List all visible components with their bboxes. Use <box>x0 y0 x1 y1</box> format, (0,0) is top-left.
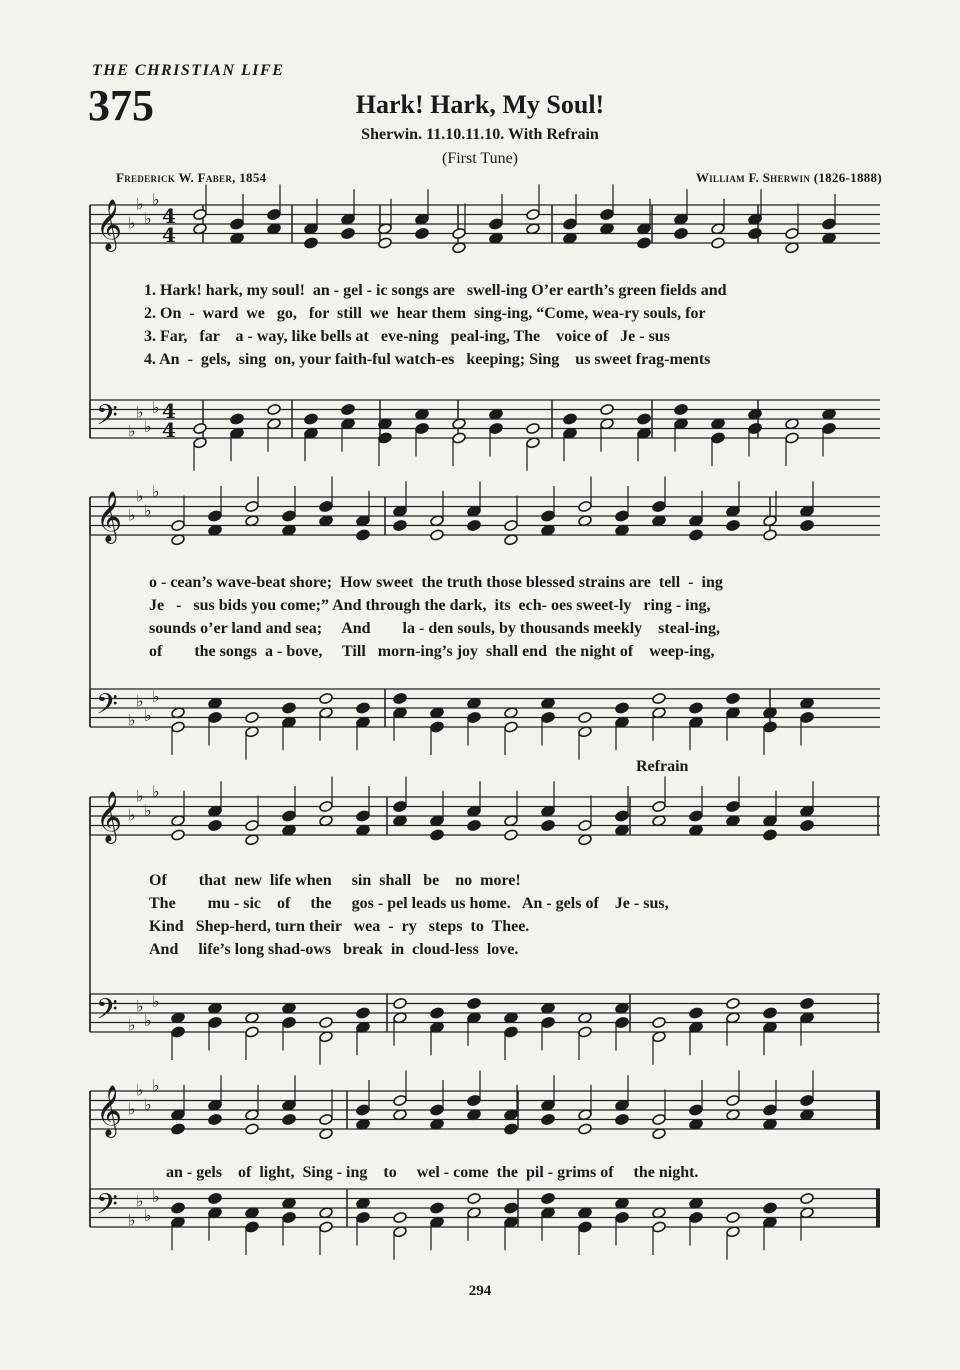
verse-1-line: Of that new life when sin shall be no more! <box>149 872 521 889</box>
notehead <box>674 403 689 415</box>
notehead <box>467 1094 482 1106</box>
notehead <box>282 810 297 822</box>
notehead <box>430 1104 445 1116</box>
notehead <box>689 810 704 822</box>
notehead <box>504 519 519 531</box>
notehead <box>652 500 667 512</box>
notehead <box>600 208 615 220</box>
notehead <box>800 997 815 1009</box>
flat-icon: ♭ <box>144 705 152 725</box>
treble-clef: 𝄞 <box>96 491 123 542</box>
notehead <box>615 702 630 714</box>
verse-2-line: Je - sus bids you come;” And through the dark, its ech- oes sweet-ly ring - ing, <box>149 597 711 614</box>
notehead <box>785 227 800 239</box>
bass-clef: 𝄢 <box>96 399 118 439</box>
tune-name: Sherwin. 11.10.11.10. With Refrain <box>361 126 599 143</box>
notehead <box>800 819 815 831</box>
notehead <box>578 1026 593 1038</box>
notehead <box>526 208 541 220</box>
notehead <box>356 1007 371 1019</box>
refrain-label: Refrain <box>636 758 689 775</box>
notehead <box>230 413 245 425</box>
notehead <box>245 819 260 831</box>
flat-icon: ♭ <box>152 991 160 1011</box>
notehead <box>822 422 837 434</box>
treble-clef: 𝄞 <box>96 1085 123 1136</box>
notehead <box>267 208 282 220</box>
notehead <box>563 413 578 425</box>
notehead <box>245 500 260 512</box>
notehead <box>652 692 667 704</box>
notehead <box>282 1211 297 1223</box>
notehead <box>615 510 630 522</box>
notehead <box>726 1094 741 1106</box>
verse-4-line: 4. An - gels, sing on, your faith-ful watch-es keeping; Sing us sweet frag-ments <box>144 351 711 368</box>
notehead <box>171 721 186 733</box>
notehead <box>763 721 778 733</box>
notehead <box>319 1016 334 1028</box>
notehead <box>467 711 482 723</box>
notehead <box>800 1094 815 1106</box>
notehead <box>578 819 593 831</box>
notehead <box>282 510 297 522</box>
notehead <box>785 432 800 444</box>
notehead <box>615 1211 630 1223</box>
flat-icon: ♭ <box>144 1010 152 1030</box>
section-label: THE CHRISTIAN LIFE <box>92 62 285 79</box>
notehead <box>763 529 778 541</box>
flat-icon: ♭ <box>144 416 152 436</box>
notehead <box>452 227 467 239</box>
notehead <box>208 711 223 723</box>
flat-icon: ♭ <box>128 1099 136 1119</box>
flat-icon: ♭ <box>136 691 144 711</box>
flat-icon: ♭ <box>144 1205 152 1225</box>
notehead <box>467 1192 482 1204</box>
flat-icon: ♭ <box>152 1075 160 1095</box>
flat-icon: ♭ <box>152 397 160 417</box>
notehead <box>541 1113 556 1125</box>
notehead <box>563 218 578 230</box>
verse-3-line: sounds o’er land and sea; And la - den souls, by thousands meekly steal-ing, <box>149 620 720 637</box>
notehead <box>393 519 408 531</box>
system-3-lyrics <box>149 869 887 961</box>
notehead <box>674 227 689 239</box>
notehead <box>208 1192 223 1204</box>
text-credit: Frederick W. Faber, 1854 <box>116 170 267 185</box>
notehead <box>652 1016 667 1028</box>
tune-note: (First Tune) <box>441 150 519 167</box>
notehead <box>652 1221 667 1233</box>
notehead <box>245 711 260 723</box>
notehead <box>800 711 815 723</box>
flat-icon: ♭ <box>136 1080 144 1100</box>
notehead <box>467 819 482 831</box>
music-credit: William F. Sherwin (1826-1888) <box>695 170 882 185</box>
flat-icon: ♭ <box>128 710 136 730</box>
notehead <box>600 403 615 415</box>
notehead <box>504 1123 519 1135</box>
verse-3-line: 3. Far, far a - way, like bells at eve-ning peal-ing, The voice of Je - sus <box>144 328 670 345</box>
notehead <box>171 1202 186 1214</box>
notehead <box>689 702 704 714</box>
notehead <box>489 422 504 434</box>
notehead <box>800 519 815 531</box>
verse-2-line: 2. On - ward we go, for still we hear them sing-ing, “Come, wea-ry souls, for <box>144 305 706 322</box>
flat-icon: ♭ <box>144 1094 152 1114</box>
flat-icon: ♭ <box>136 486 144 506</box>
notehead <box>341 227 356 239</box>
notehead <box>504 1202 519 1214</box>
notehead <box>304 413 319 425</box>
notehead <box>637 413 652 425</box>
notehead <box>541 510 556 522</box>
notehead <box>430 1202 445 1214</box>
notehead <box>356 1104 371 1116</box>
bass-clef: 𝄢 <box>96 1188 118 1228</box>
bass-clef: 𝄢 <box>96 993 118 1033</box>
bass-clef: 𝄢 <box>96 688 118 728</box>
notehead <box>393 997 408 1009</box>
flat-icon: ♭ <box>136 786 144 806</box>
notehead <box>208 819 223 831</box>
notehead <box>230 218 245 230</box>
notehead <box>282 1113 297 1125</box>
notehead <box>341 403 356 415</box>
notehead <box>430 1007 445 1019</box>
notehead <box>578 711 593 723</box>
time-signature: 4 <box>162 418 176 442</box>
page-number: 294 <box>468 1283 492 1299</box>
flat-icon: ♭ <box>144 208 152 228</box>
notehead <box>578 1221 593 1233</box>
flat-icon: ♭ <box>128 805 136 825</box>
notehead <box>689 1104 704 1116</box>
notehead <box>415 422 430 434</box>
notehead <box>267 403 282 415</box>
notehead <box>393 1094 408 1106</box>
notehead <box>245 1123 260 1135</box>
notehead <box>245 1026 260 1038</box>
treble-clef: 𝄞 <box>96 199 123 250</box>
system-4-lyrics <box>166 1161 904 1184</box>
flat-icon: ♭ <box>136 194 144 214</box>
notehead <box>208 510 223 522</box>
flat-icon: ♭ <box>152 481 160 501</box>
flat-icon: ♭ <box>152 686 160 706</box>
notehead <box>689 1007 704 1019</box>
notehead <box>615 1113 630 1125</box>
flat-icon: ♭ <box>144 800 152 820</box>
notehead <box>615 1016 630 1028</box>
notehead <box>171 519 186 531</box>
notehead <box>356 529 371 541</box>
notehead <box>356 1211 371 1223</box>
notehead <box>726 1211 741 1223</box>
notehead <box>304 237 319 249</box>
verse-4-line: of the songs a - bove, Till morn-ing’s joy shall end the night of weep-ing, <box>149 643 715 660</box>
flat-icon: ♭ <box>136 1191 144 1211</box>
notehead <box>578 1123 593 1135</box>
notehead <box>282 702 297 714</box>
notehead <box>748 227 763 239</box>
notehead <box>689 529 704 541</box>
notehead <box>319 692 334 704</box>
notehead <box>193 208 208 220</box>
flat-icon: ♭ <box>128 1210 136 1230</box>
notehead <box>689 1211 704 1223</box>
time-signature: 4 <box>162 223 176 247</box>
notehead <box>393 1211 408 1223</box>
system-2-lyrics <box>149 571 887 663</box>
notehead <box>356 810 371 822</box>
notehead <box>319 1113 334 1125</box>
notehead <box>319 1221 334 1233</box>
verse-3-line: Kind Shep-herd, turn their wea - ry steps to Thee. <box>149 918 530 935</box>
flat-icon: ♭ <box>152 1186 160 1206</box>
notehead <box>541 1016 556 1028</box>
notehead <box>726 997 741 1009</box>
notehead <box>822 218 837 230</box>
time-signature: 4 <box>162 399 176 423</box>
treble-clef: 𝄞 <box>96 791 123 842</box>
flat-icon: ♭ <box>152 189 160 209</box>
notehead <box>711 237 726 249</box>
flat-icon: ♭ <box>152 781 160 801</box>
notehead <box>763 829 778 841</box>
notehead <box>763 1007 778 1019</box>
notehead <box>504 1026 519 1038</box>
notehead <box>541 819 556 831</box>
notehead <box>615 810 630 822</box>
notehead <box>726 519 741 531</box>
flat-icon: ♭ <box>136 402 144 422</box>
verse-1-line: 1. Hark! hark, my soul! an - gel - ic songs are swell-ing O’er earth’s green fields and <box>144 282 727 299</box>
notehead <box>541 711 556 723</box>
notehead <box>467 997 482 1009</box>
flat-icon: ♭ <box>128 213 136 233</box>
notehead <box>430 829 445 841</box>
refrain-line: an - gels of light, Sing - ing to wel - come the pil - grims of the night. <box>166 1164 699 1181</box>
notehead <box>726 800 741 812</box>
notehead <box>356 702 371 714</box>
notehead <box>763 1104 778 1116</box>
hymn-title: Hark! Hark, My Soul! <box>355 90 605 119</box>
notehead <box>763 1202 778 1214</box>
notehead <box>800 1192 815 1204</box>
notehead <box>171 1026 186 1038</box>
notehead <box>319 500 334 512</box>
notehead <box>652 800 667 812</box>
notehead <box>711 432 726 444</box>
notehead <box>319 800 334 812</box>
notehead <box>652 1113 667 1125</box>
notehead <box>452 432 467 444</box>
verse-1-line: o - cean’s wave-beat shore; How sweet the truth those blessed strains are tell - ing <box>149 574 723 591</box>
notehead <box>504 721 519 733</box>
notehead <box>171 1123 186 1135</box>
flat-icon: ♭ <box>144 500 152 520</box>
verse-4-line: And life’s long shad-ows break in cloud-less love. <box>149 941 519 958</box>
notehead <box>430 721 445 733</box>
flat-icon: ♭ <box>136 996 144 1016</box>
notehead <box>393 800 408 812</box>
notehead <box>467 519 482 531</box>
system-1-lyrics <box>144 279 882 371</box>
notehead <box>541 1192 556 1204</box>
notehead <box>526 422 541 434</box>
verse-2-line: The mu - sic of the gos - pel leads us home. An - gels of Je - sus, <box>149 895 669 912</box>
notehead <box>748 422 763 434</box>
notehead <box>430 529 445 541</box>
notehead <box>637 237 652 249</box>
notehead <box>489 218 504 230</box>
notehead <box>282 1016 297 1028</box>
notehead <box>578 500 593 512</box>
flat-icon: ♭ <box>128 505 136 525</box>
notehead <box>726 692 741 704</box>
notehead <box>171 829 186 841</box>
notehead <box>393 692 408 704</box>
notehead <box>245 1221 260 1233</box>
hymn-number: 375 <box>88 81 154 130</box>
flat-icon: ♭ <box>128 421 136 441</box>
notehead <box>504 829 519 841</box>
notehead <box>208 1016 223 1028</box>
flat-icon: ♭ <box>128 1015 136 1035</box>
notehead <box>208 1113 223 1125</box>
time-signature: 4 <box>162 204 176 228</box>
notehead <box>415 227 430 239</box>
notehead <box>193 422 208 434</box>
